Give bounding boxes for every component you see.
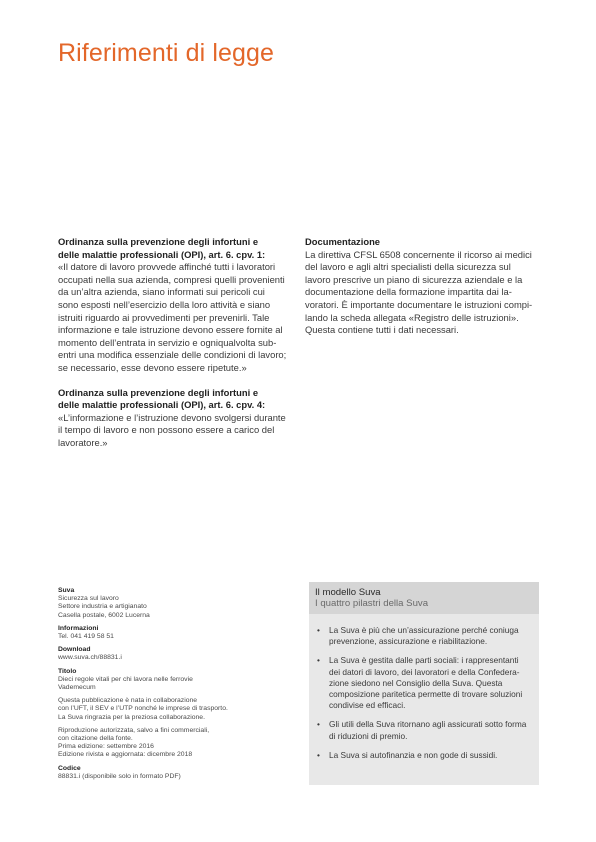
- pillar-line: La Suva è più che un’assicurazione perché coniuga: [329, 625, 519, 635]
- heading-line: delle malattie professionali (OPI), art. 6. cpv. 4:: [58, 399, 266, 411]
- pillar-line: La Suva è gestita dalle parti sociali: i rappresentanti: [329, 655, 519, 666]
- footer-block: [58, 727, 288, 760]
- heading-line: Ordinanza sulla prevenzione degli infortuni e: [58, 386, 259, 398]
- footer-line: Edizione rivista e aggiornata: dicembre 2018: [58, 751, 193, 759]
- footer-block: [58, 625, 288, 641]
- footer-line: www.suva.ch/88831.i: [58, 654, 122, 662]
- quote-line: da un’altra azienda, siano informati sui pericoli cui: [58, 286, 265, 298]
- quote-line: occupati nella sua azienda, compresi quelli provenienti: [58, 273, 285, 285]
- suva-model-title: Il modello Suva: [315, 587, 381, 598]
- legal-reference-quote: [58, 261, 293, 374]
- pillar-line: dei datori di lavoro, dei lavoratori e della Confedera-: [329, 666, 520, 677]
- footer-line: Settore industria e artigianato: [58, 603, 147, 611]
- quote-line: «Il datore di lavoro provvede affinché tutti i lavoratori: [58, 261, 276, 273]
- pillar-line: zione siedono nel Consiglio della Suva. Questa: [329, 677, 503, 688]
- pillar-item: [317, 655, 531, 711]
- pillar-line: prevenzione, assicurazione e riabilitazione.: [329, 636, 488, 647]
- footer-line: Prima edizione: settembre 2016: [58, 743, 154, 751]
- footer-block: [58, 765, 288, 781]
- pillar-item: [317, 750, 531, 761]
- quote-line: informazione e tale istruzione devono essere fornite al: [58, 324, 283, 336]
- footer-line: Casella postale, 6002 Lucerna: [58, 611, 150, 619]
- quote-line: lavoratore.»: [58, 436, 108, 448]
- heading-line: Ordinanza sulla prevenzione degli infortuni e: [58, 236, 259, 247]
- footer-line: Tel. 041 419 58 51: [58, 633, 114, 641]
- quote-line: istruiti riguardo ai provvedimenti per prevenirli. Tale: [58, 311, 270, 323]
- pillar-item: [317, 719, 531, 741]
- legal-reference-block: [58, 236, 293, 375]
- heading-line: delle malattie professionali (OPI), art. 6. cpv. 1:: [58, 248, 266, 260]
- suva-model-box: [309, 582, 539, 785]
- pillar-line: condivise ed efficaci.: [329, 700, 406, 711]
- footer-block: [58, 587, 288, 620]
- legal-reference-heading: [58, 387, 293, 412]
- footer-heading: Download: [58, 646, 91, 654]
- documentation-line: documentazione della formazione impartita dai la-: [305, 286, 512, 298]
- footer-heading: Codice: [58, 764, 81, 772]
- footer-line: con citazione della fonte.: [58, 735, 133, 743]
- footer-block: [58, 697, 288, 722]
- legal-references-column: [58, 236, 293, 462]
- documentation-line: lavoro prescrive un piano di sicurezza aziendale e la: [305, 273, 523, 285]
- footer-line: con l’UFT, il SEV e l’UTP nonché le imprese di trasporto.: [58, 705, 228, 713]
- documentation-line: del lavoro e agli altri specialisti della sicurezza sul: [305, 261, 511, 273]
- quote-line: sono esposti nell’esercizio della loro attività e siano: [58, 298, 271, 310]
- publication-info: [58, 587, 288, 786]
- documentation-line: voratori. È importante documentare le istruzioni compi-: [305, 298, 533, 310]
- footer-heading: Informazioni: [58, 624, 99, 632]
- legal-reference-block: [58, 387, 293, 450]
- suva-pillars-list: [309, 614, 539, 761]
- quote-line: se necessario, esse devono essere ripetute.»: [58, 361, 247, 373]
- quote-line: «L’informazione e l’istruzione devono svolgersi durante: [58, 411, 286, 423]
- footer-line: Riproduzione autorizzata, salvo a fini commerciali,: [58, 726, 210, 734]
- footer-line: Vademecum: [58, 684, 96, 692]
- documentation-line: lando la scheda allegata «Registro delle istruzioni».: [305, 311, 519, 323]
- pillar-line: Gli utili della Suva ritornano agli assicurati sotto forma: [329, 719, 527, 730]
- quote-line: momento dell’entrata in servizio e ogniqualvolta sub-: [58, 336, 277, 348]
- bullet-icon: •: [317, 719, 320, 730]
- footer-block: [58, 646, 288, 662]
- documentation-heading: Documentazione: [305, 236, 381, 247]
- bullet-icon: •: [317, 749, 320, 760]
- footer-line: Dieci regole vitali per chi lavora nelle ferrovie: [58, 675, 193, 683]
- quote-line: entri una modifica essenziale delle condizioni di lavoro;: [58, 349, 287, 361]
- documentation-line: Questa contiene tutti i dati necessari.: [305, 324, 459, 336]
- bullet-icon: •: [317, 655, 320, 666]
- footer-block: [58, 668, 288, 693]
- footer-heading: Titolo: [58, 667, 77, 675]
- footer-line: La Suva ringrazia per la preziosa collaborazione.: [58, 713, 205, 721]
- footer-heading: Suva: [58, 587, 75, 594]
- documentation-line: La direttiva CFSL 6508 concernente il ricorso ai medici: [305, 248, 532, 260]
- page-title: Riferimenti di legge: [58, 38, 274, 67]
- pillar-line: di riduzioni di premio.: [329, 730, 408, 741]
- footer-line: Questa pubblicazione è nata in collaborazione: [58, 697, 198, 705]
- documentation-column: [305, 236, 540, 337]
- footer-line: Sicurezza sul lavoro: [58, 595, 119, 603]
- pillar-line: La Suva si autofinanzia e non gode di sussidi.: [329, 749, 498, 760]
- legal-reference-heading: [58, 236, 293, 261]
- pillar-line: composizione paritetica permette di trovare soluzioni: [329, 689, 523, 700]
- bullet-icon: •: [317, 625, 320, 635]
- legal-reference-quote: [58, 412, 293, 450]
- suva-model-box-header: [309, 582, 539, 614]
- documentation-body: [305, 249, 540, 337]
- quote-line: il tempo di lavoro e non possono essere a carico del: [58, 424, 275, 436]
- pillar-item: [317, 625, 531, 647]
- footer-line: 88831.i (disponibile solo in formato PDF): [58, 772, 181, 780]
- suva-model-subtitle: I quattro pilastri della Suva: [315, 598, 429, 609]
